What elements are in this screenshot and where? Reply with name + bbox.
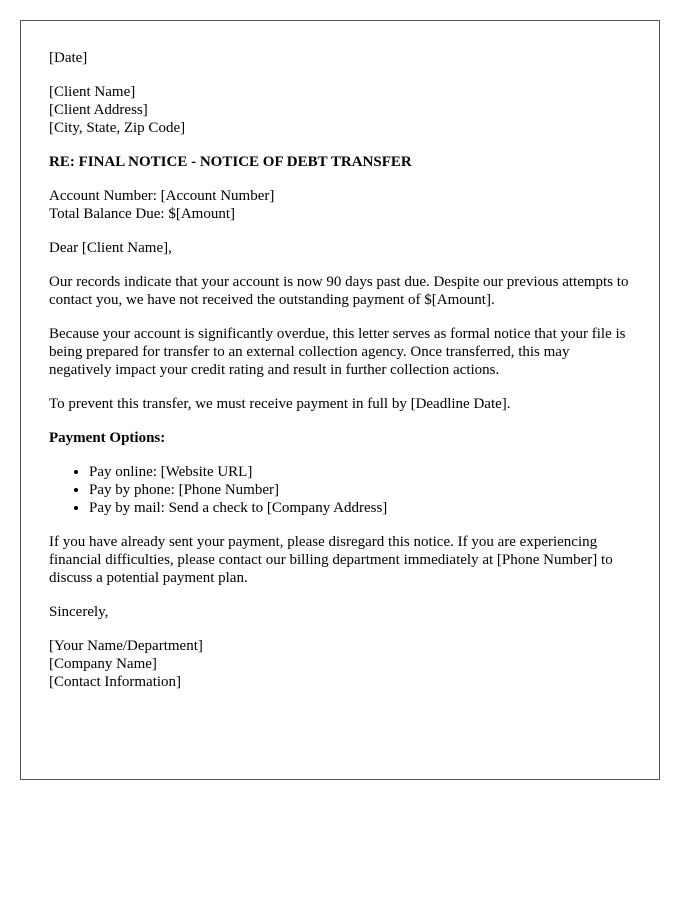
salutation: Dear [Client Name], — [49, 240, 172, 256]
signature-block — [49, 637, 631, 691]
paragraph-transfer-notice: Because your account is significantly overdue, this letter serves as formal notice that your file is being prepared for transfer to an external collection agency. Once transferred, this may negatively impact your credit rating and result in further collection actions. — [49, 326, 626, 378]
recipient-city-state-zip: [City, State, Zip Code] — [49, 120, 186, 136]
subject-line: RE: FINAL NOTICE - NOTICE OF DEBT TRANSFER — [49, 154, 412, 170]
signature-contact: [Contact Information] — [49, 674, 182, 690]
payment-options-heading: Payment Options: — [49, 430, 166, 446]
signature-company: [Company Name] — [49, 656, 157, 672]
account-number: Account Number: [Account Number] — [49, 188, 275, 204]
list-item-pay-phone: • Pay by phone: [Phone Number] — [89, 481, 631, 499]
signature-name-department: [Your Name/Department] — [49, 638, 203, 654]
closing: Sincerely, — [49, 604, 109, 620]
list-item-pay-mail: • Pay by mail: Send a check to [Company Address] — [89, 499, 631, 517]
paragraph-deadline: To prevent this transfer, we must receive payment in full by [Deadline Date]. — [49, 396, 511, 412]
paragraph-past-due: Our records indicate that your account is now 90 days past due. Despite our previous attempts to contact you, we have not received the outstanding payment of $[Amount]. — [49, 274, 629, 308]
date-line — [49, 49, 631, 67]
letter-page — [20, 20, 660, 780]
recipient-address: [Client Address] — [49, 102, 148, 118]
account-details — [49, 187, 631, 223]
date: [Date] — [49, 50, 88, 66]
recipient-name: [Client Name] — [49, 84, 136, 100]
list-item-pay-online: • Pay online: [Website URL] — [89, 463, 631, 481]
payment-options-list — [49, 463, 631, 517]
total-balance: Total Balance Due: $[Amount] — [49, 206, 235, 222]
recipient-address-block — [49, 83, 631, 137]
paragraph-disregard: If you have already sent your payment, please disregard this notice. If you are experiencing financial difficulties, please contact our billing department immediately at [Phone Number] to discuss a potential payment plan. — [49, 534, 613, 586]
